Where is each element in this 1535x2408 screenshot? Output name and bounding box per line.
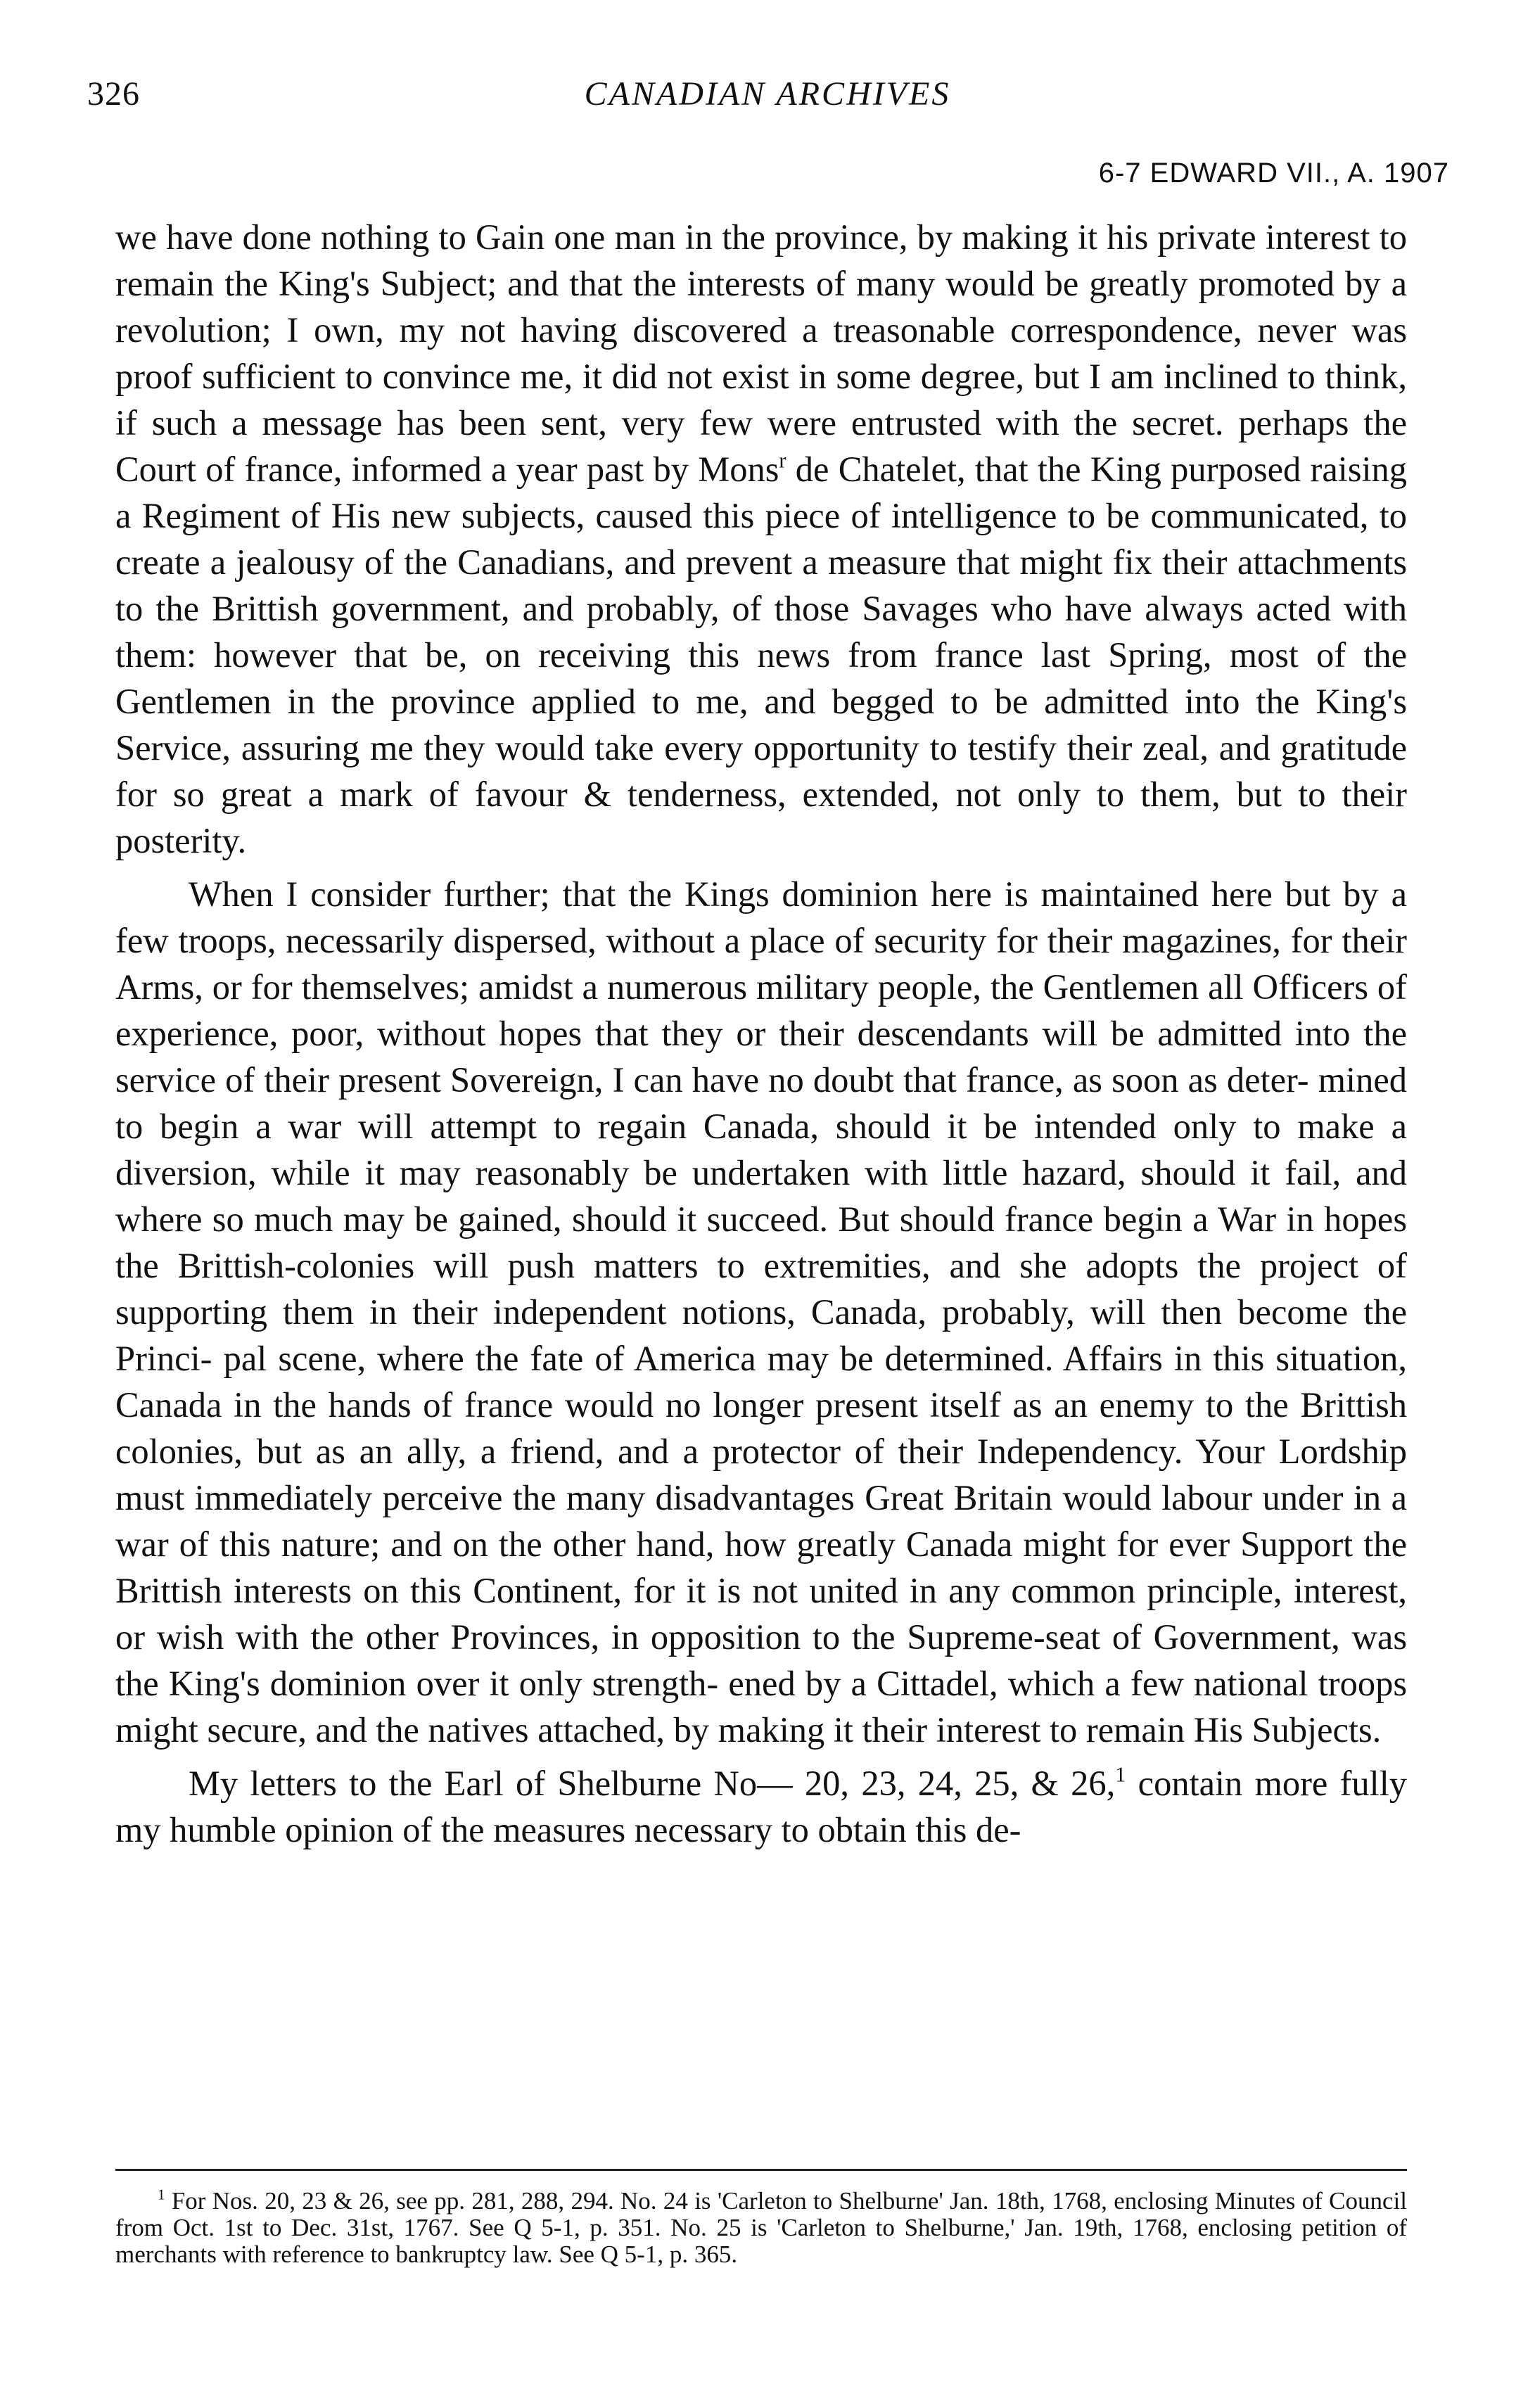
paragraph-3-text-b: contain more fully my humble opinion of the measures necessary to obtain this de- bbox=[115, 1764, 1407, 1849]
footnote-marker: 1 bbox=[158, 2186, 165, 2203]
main-text bbox=[115, 214, 1407, 1853]
paragraph-1-text-a: we have done nothing to Gain one man in the province, by making it his private interest to remain the King's Subject; and that the interests of many would be greatly promoted by a revolution; I own, my not having discovered a treasonable correspondence, never was proof sufficient to convince me, it did not exist in some degree, but I am inclined to think, if such a message has been sent, very few were entrusted with the secret. perhaps the Court of france, informed a year past by Mons bbox=[115, 217, 1407, 489]
superscript-r: r bbox=[779, 448, 786, 473]
paragraph-2: When I consider further; that the Kings dominion here is maintained here but by a few troops, necessarily dispersed, without a place of security for their magazines, for their Arms, or for themselves; amidst a numerous military people, the Gentlemen all Officers of experience, poor, without hopes that they or their descendants will be admitted into the service of their present Sovereign, I can have no doubt that france, as soon as deter- mined to begin a war will attempt to regain Canada, should it be intended only to make a diversion, while it may reasonably be undertaken with little hazard, should it fail, and where so much may be gained, should it succeed. But should france begin a War in hopes the Brittish-colonies will push matters to extremities, and she adopts the project of supporting them in their independent notions, Canada, probably, will then become the Princi- pal scene, where the fate of America may be determined. Affairs in this situation, Canada in the hands of france would no longer present itself as an enemy to the Brittish colonies, but as an ally, a friend, and a protector of their Independency. Your Lordship must immediately perceive the many disadvantages Great Britain would labour under in a war of this nature; and on the other hand, how greatly Canada might for ever Support the Brittish interests on this Continent, for it is not united in any common principle, interest, or wish with the other Provinces, in opposition to the Supreme-seat of Government, was the King's dominion over it only strength- ened by a Cittadel, which a few national troops might secure, and the natives attached, by making it their interest to remain His Subjects. bbox=[115, 874, 1407, 1750]
paragraph-1 bbox=[115, 214, 1407, 864]
session-identifier: 6-7 EDWARD VII., A. 1907 bbox=[1098, 158, 1449, 189]
footnote bbox=[115, 2188, 1407, 2268]
footnote-text: For Nos. 20, 23 & 26, see pp. 281, 288, 294. No. 24 is 'Carleton to Shelburne' Jan. 18th, 1768, enclosing Minutes of Council from Oct. 1st to Dec. 31st, 1767. See Q 5-1, p. 351. No. 25 is 'Carleton to Shelburne,' Jan. 19th, 1768, enclosing petition of merchants with reference to bankruptcy law. See Q 5-1, p. 365. bbox=[115, 2187, 1407, 2268]
paragraph-3-text-a: My letters to the Earl of Shelburne No— 20, 23, 24, 25, & 26, bbox=[189, 1764, 1116, 1803]
running-title: CANADIAN ARCHIVES bbox=[584, 75, 951, 113]
paragraph-1-text-b: de Chatelet, that the King purposed raising a Regiment of His new subjects, caused this piece of intelligence to be communicated, to create a jealousy of the Canadians, and prevent a measure that might fix their attachments to the Brittish government, and probably, of those Savages who have always acted with them: however that be, on receiving this news from france last Spring, most of the Gentlemen in the province applied to me, and begged to be admitted into the King's Service, assuring me they would take every opportunity to testify their zeal, and gratitude for so great a mark of favour & tenderness, extended, not only to them, but to their posterity. bbox=[115, 450, 1408, 860]
footnote-1 bbox=[115, 2188, 1407, 2268]
page-number: 326 bbox=[87, 75, 140, 113]
footnote-divider bbox=[115, 2169, 1407, 2171]
footnote-reference: 1 bbox=[1115, 1762, 1126, 1787]
paragraph-3 bbox=[115, 1760, 1407, 1853]
